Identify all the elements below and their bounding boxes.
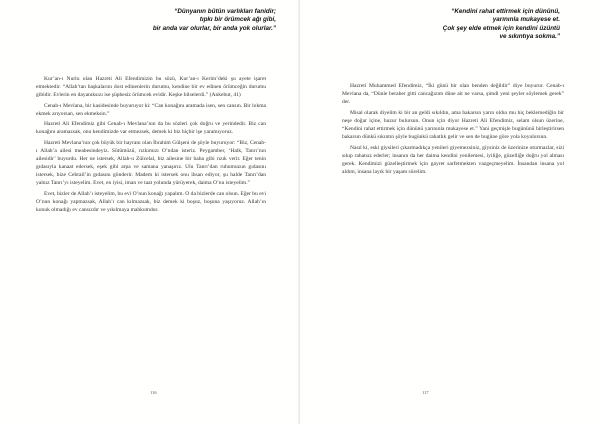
right-epigraph-line-4: ve sıkıntıya sokma.” <box>499 33 560 41</box>
left-paragraph-1: Kur’an-ı Nurlu olan Hazreti Ali Efendimizin bu sözü, Kur’an-ı Kerim’deki şu ayete işaret etmektedir. “Allah’tan başkalarını dost edinenlerin durumu, kendine bir ev edinen örümceğin durumu gibidir. Evlerin en dayanıksızı ise şüphesiz örümcek evidir. Keşke bilselerdi.” (Ankebut, 41) <box>36 76 266 99</box>
left-epigraph-line-2: tıpkı bir örümcek ağı gibi, <box>199 16 276 24</box>
left-epigraph-line-1: “Dünyanın bütün varlıkları fanidir; <box>174 8 276 15</box>
left-body-text <box>36 75 266 217</box>
right-epigraph-line-2: yarınınla mukayese et. <box>492 16 560 24</box>
left-paragraph-5: Evet, bizler de Allah’ı isteyelim, bu evi O’nun konağı yapalım. O da bizlerde can olsun. Eğer bu evi O’nun konağı yapmazsak, Allah’ı can kılmazsak, biz demek ki boşuz, boşuna yaşıyoruz. Allah’ın konuk olmadığı ev cansızdır ve yıkılmaya mahkumdur. <box>36 190 266 214</box>
right-epigraph <box>378 8 560 42</box>
right-body-text <box>342 82 564 178</box>
right-page <box>300 0 600 424</box>
right-epigraph-line-1: “Kendini rahat ettirmek için dününü, <box>451 8 560 15</box>
left-paragraph-2: Cenab-ı Mevlana, bir kasidesinde buyuruyor ki: “Can konağını aramada isen, sen cansın. Bir lokma ekmek arıyorsan, sen ekmeksin.” <box>36 102 266 117</box>
right-paragraph-3: Nasıl ki, eski giysileri çıkarmadıkça yenileri giyemezsiniz, giysiniz de üzerinize oturmazlar, sizi sıkıp rahatsız ederler; insanın da her daima kendini yenilemesi, iyiliğe, güzelliğe doğru yol alması gerek. Kendimizi güzelleştirmek için gayret sarfetmekten vazgeçmeyelim. İnsandan insana yol aldım, insana layık bir yaşam sürelim. <box>342 144 564 175</box>
left-paragraph-4: Hazreti Mevlana’nın çok büyük bir hayranı olan İbrahim Gülşeni de şöyle buyuruyor: “Biz, Cenab-ı Allah’a ailesi meabesindeyiz. Sütümüzü, rızkımızı O’ndan isteriz. Peygamber, ‘Halk, Tanrı’nın ailesidir’ buyurdu. Her ne istersek, Allah-u Zülcelal, biz ailesine bir baba gibi rızık verir. Eğer tenin gıdasıyla kanaat edersek, eşek gibi arpa ve samana yanaşırız. Ulu Tanrı’dan ruhumuzun gıdasını istersek, bize Cebrail’in gıdasını gönderir. Madem ki istersek onu ihsan ediyor, şu halde Tanrı’dan yalnız Tanrı’yı isteyelim. Evet, en iyisi, iman ve taat yolunda yürüyerek, daima O’nu isteyelim.” <box>36 140 266 187</box>
right-paragraph-1: Hazreti Muhammed Efendimiz, “İki günü bir olan benden değildir” diye buyurur. Cenab-ı Mevlana da, “Dünle beraber gitti cancağızım düne ait ne varsa, şimdi yeni şeyler söylemek gerek” der. <box>342 83 564 106</box>
right-epigraph-line-3: Çok şey elde etmek için kendini üzüntü <box>442 24 560 32</box>
left-page-number: 116 <box>150 390 157 395</box>
right-page-number: 117 <box>422 390 429 395</box>
right-paragraph-2: Misal olarak diyelim ki bir an geldi sıkıldın, ama bakarsın yarın olduı mu hiç beklemediğin bir neşe doğar içine, huzur bulursun. Onun için diyor Hazreti Ali Efendimiz, selam olsun üzerine, “Kendini rahat ettirmek için dününü yarınınla mukayese et.” Yani geçmişle bugününü birleştirirsen bakarsın dünkü sıkıntın şöyle bugünkü rahatlık gelir ve sen de bugüne göre yola koyulursun. <box>342 109 564 140</box>
left-epigraph <box>100 8 276 33</box>
left-paragraph-3: Hazreti Ali Efendimiz gibi Cenab-ı Mevlana’nın da bu sözleri çok doğru ve yerindedir. Biz can konağını aramazsak, onu kendimizde var etmezsek, demek ki biz hiçbir işe yaramıyoruz. <box>36 121 266 136</box>
left-epigraph-line-3: bir anda var olurlar, bir anda yok olurlar.” <box>152 24 276 32</box>
